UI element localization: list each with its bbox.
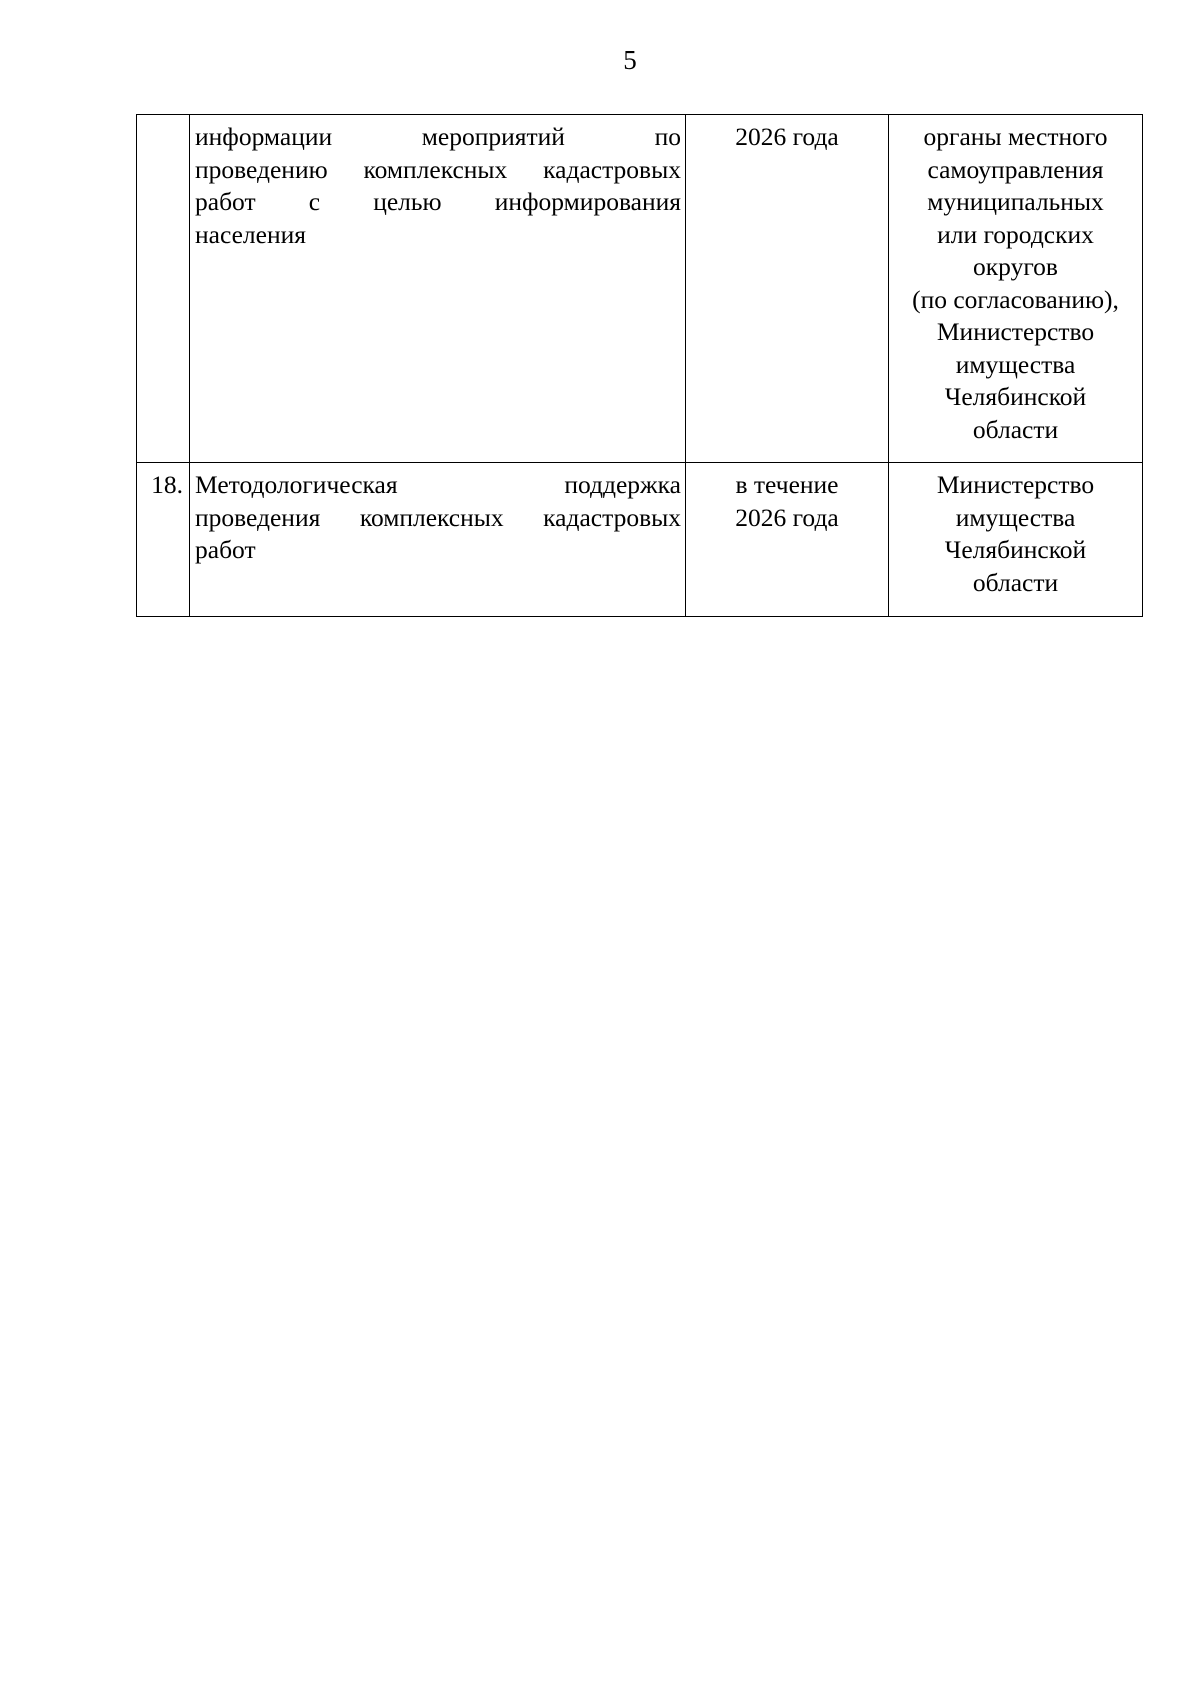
responsible-line: Министерство	[936, 317, 1095, 346]
row-number: 18.	[137, 463, 190, 617]
activity-line: работ	[195, 535, 256, 564]
responsible-cell	[889, 115, 1143, 463]
activity-cell	[190, 463, 686, 617]
deadline-cell	[686, 115, 889, 463]
activity-line: населения	[195, 219, 306, 249]
activity-cell	[190, 115, 686, 463]
responsible-line: Челябинской	[944, 382, 1087, 411]
responsible-line: области	[972, 414, 1059, 444]
table-row	[137, 463, 1143, 617]
responsible-line: (по согласованию),	[912, 284, 1119, 314]
responsible-line: муниципальных	[927, 187, 1104, 216]
responsible-cell	[889, 463, 1143, 617]
deadline-line: в течение	[735, 470, 839, 499]
deadline-line: 2026 года	[735, 122, 839, 151]
responsible-line: имущества	[955, 349, 1076, 379]
activity-line: работ с целью информирования	[195, 187, 681, 216]
responsible-line: органы местного	[923, 122, 1108, 151]
deadline-line: 2026 года	[735, 502, 839, 532]
deadline-cell	[686, 463, 889, 617]
page-number: 5	[623, 45, 637, 75]
responsible-line: или городских	[937, 219, 1094, 249]
responsible-line: самоуправления	[927, 154, 1104, 184]
row-number	[137, 115, 190, 463]
responsible-line: области	[972, 567, 1059, 597]
activities-table	[136, 114, 1143, 617]
activity-line: информации мероприятий по	[195, 122, 681, 151]
activity-line: проведения комплексных кадастровых	[195, 502, 681, 532]
activity-line: Методологическая поддержка	[195, 470, 681, 499]
responsible-line: имущества	[955, 502, 1076, 532]
responsible-line: Челябинской	[944, 535, 1087, 564]
responsible-line: Министерство	[936, 470, 1095, 499]
responsible-line: округов	[973, 252, 1058, 281]
table-row	[137, 115, 1143, 463]
activity-line: проведению комплексных кадастровых	[195, 154, 681, 184]
